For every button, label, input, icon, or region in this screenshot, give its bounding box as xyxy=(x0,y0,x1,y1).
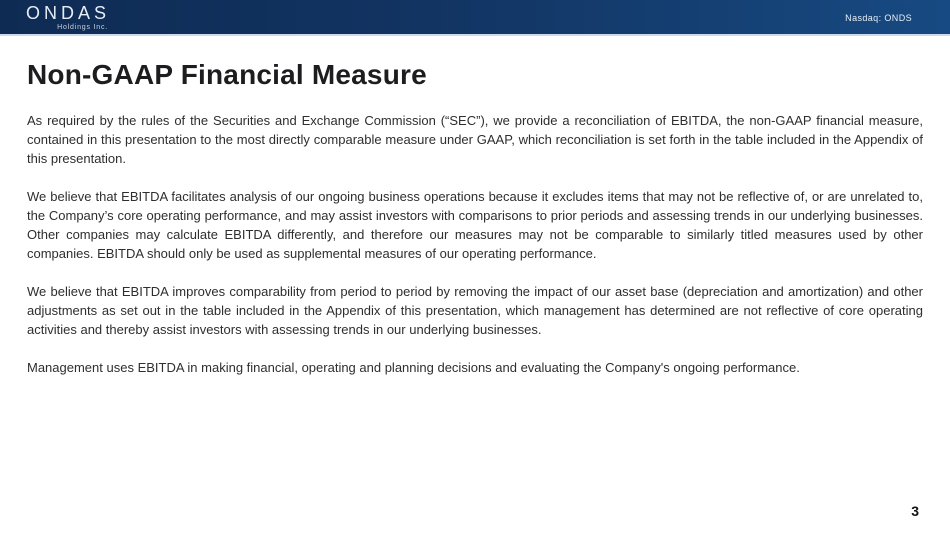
page-title: Non-GAAP Financial Measure xyxy=(27,59,427,90)
ondas-logo xyxy=(26,4,110,31)
body-paragraph: We believe that EBITDA facilitates analysis of our ongoing business operations because it excludes items that may not be reflective of, or are unrelated to, the Company’s core operating performance, and may assist investors with comparisons to prior periods and assessing trends in our underlying businesses. Other companies may calculate EBITDA differently, and therefore our measures may not be comparable to similarly titled measures used by other companies. EBITDA should only be used as supplemental measures of our operating performance. xyxy=(27,189,923,261)
body-text xyxy=(27,111,923,377)
slide-content xyxy=(0,38,950,396)
body-paragraph: As required by the rules of the Securities and Exchange Commission (“SEC”), we provide a reconciliation of EBITDA, the non-GAAP financial measure, contained in this presentation to the most directly comparable measure under GAAP, which reconciliation is set forth in the table included in the Appendix of this presentation. xyxy=(27,113,923,166)
page-number: 3 xyxy=(911,503,919,519)
nasdaq-ticker: Nasdaq: ONDS xyxy=(845,13,912,23)
body-paragraph: We believe that EBITDA improves comparability from period to period by removing the impact of our asset base (depreciation and amortization) and other adjustments as set out in the table included in the Appendix of this presentation, which management has determined are not reflective of core operating activities and thereby assist investors with assessing trends in our underlying businesses. xyxy=(27,284,923,337)
ondas-wordmark: ONDAS xyxy=(26,3,111,23)
body-paragraph: Management uses EBITDA in making financial, operating and planning decisions and evaluating the Company's ongoing performance. xyxy=(27,360,800,375)
header-bar xyxy=(0,0,950,36)
ondas-logo-tagline: Holdings Inc. xyxy=(57,24,109,31)
